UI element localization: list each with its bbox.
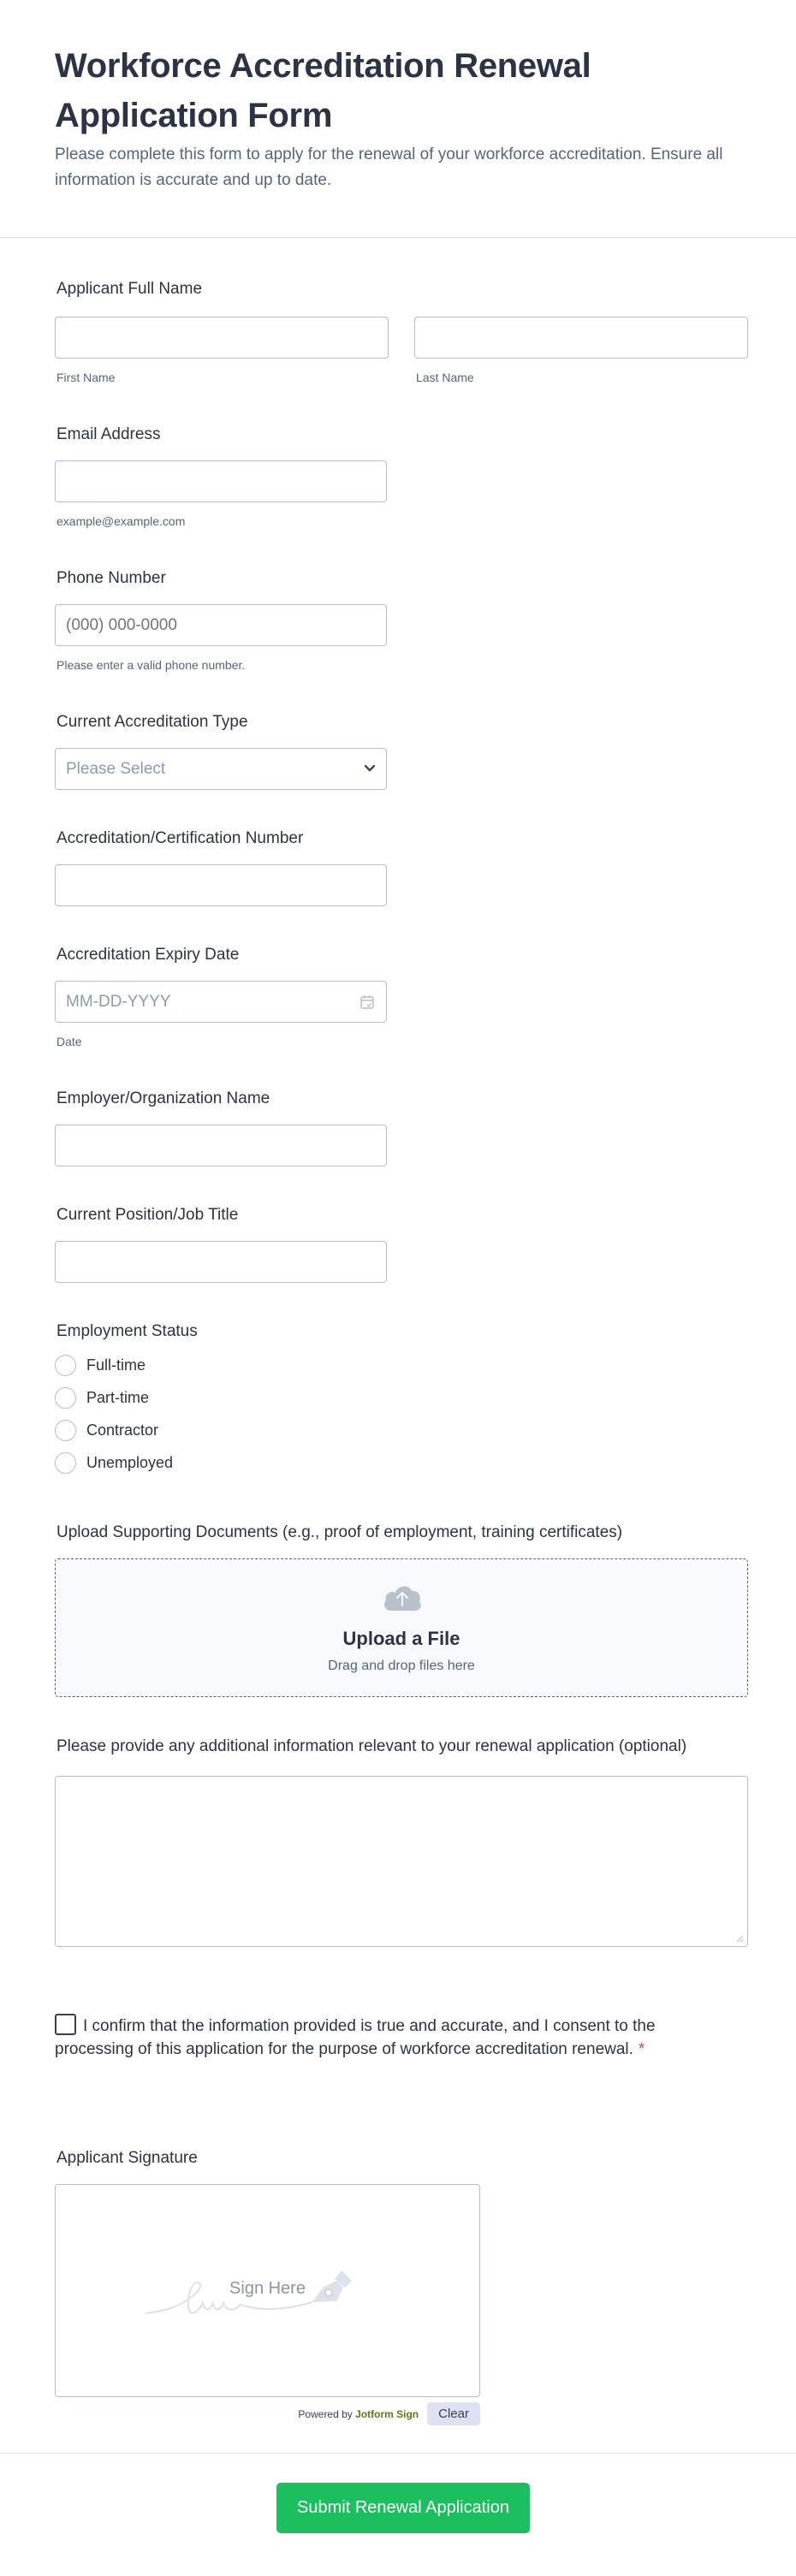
signature-footer (55, 2402, 480, 2425)
email-input[interactable] (55, 460, 387, 502)
last-name-input[interactable] (414, 317, 748, 359)
employment-status-label: Employment Status (56, 1322, 198, 1340)
radio-circle[interactable] (55, 1387, 76, 1409)
cert-number-label: Accreditation/Certification Number (56, 829, 304, 847)
expiry-date-input[interactable] (55, 981, 387, 1023)
employment-status-radio-group (55, 1349, 387, 1479)
cert-number-input[interactable] (55, 864, 387, 906)
email-field (55, 424, 387, 529)
signature-label: Applicant Signature (56, 2149, 198, 2167)
phone-field (55, 568, 387, 673)
consent-text: I confirm that the information provided is true and accurate, and I consent to the processing of this application for the purpose of workforce accreditation renewal. (55, 2017, 656, 2058)
additional-info-textarea[interactable] (55, 1776, 748, 1947)
expiry-date-placeholder: MM-DD-YYYY (66, 993, 171, 1011)
position-field (55, 1205, 387, 1283)
signature-pad[interactable] (55, 2184, 480, 2397)
phone-label: Phone Number (56, 569, 166, 587)
accreditation-type-select[interactable] (55, 748, 387, 790)
consent-checkbox[interactable] (55, 2014, 76, 2035)
expiry-date-field (55, 945, 387, 1049)
full-name-label: Applicant Full Name (56, 280, 203, 298)
radio-label: Part-time (86, 1388, 150, 1406)
radio-option-contractor[interactable] (55, 1414, 387, 1446)
cert-number-field (55, 828, 387, 906)
radio-circle[interactable] (55, 1420, 76, 1441)
employment-status-field (55, 1321, 387, 1479)
calendar-icon[interactable] (359, 994, 375, 1010)
clear-signature-button[interactable]: Clear (427, 2402, 480, 2425)
upload-field (55, 1522, 748, 1697)
accreditation-type-field (55, 712, 387, 790)
radio-label: Contractor (86, 1421, 159, 1439)
email-label: Email Address (56, 425, 161, 443)
cloud-upload-icon (381, 1582, 424, 1612)
submit-button[interactable]: Submit Renewal Application (276, 2483, 530, 2533)
additional-info-label: Please provide any additional information relevant to your renewal application (optional) (56, 1737, 687, 1755)
radio-circle[interactable] (55, 1355, 76, 1376)
first-name-input[interactable] (55, 317, 389, 359)
chevron-down-icon (364, 764, 376, 773)
employer-field (55, 1089, 387, 1166)
accreditation-type-selected: Please Select (66, 760, 166, 778)
employer-label: Employer/Organization Name (56, 1089, 270, 1107)
footer-divider (0, 2453, 796, 2454)
phone-input[interactable] (55, 604, 387, 646)
jotform-sign-link[interactable]: Jotform Sign (355, 2407, 419, 2420)
last-name-sublabel: Last Name (416, 371, 474, 384)
expiry-date-sublabel: Date (56, 1035, 82, 1048)
radio-label: Unemployed (86, 1453, 174, 1471)
radio-option-unemployed[interactable] (55, 1446, 387, 1479)
position-label: Current Position/Job Title (56, 1206, 239, 1224)
employer-input[interactable] (55, 1125, 387, 1166)
sign-here-placeholder: Sign Here (229, 2279, 306, 2298)
position-input[interactable] (55, 1241, 387, 1283)
powered-by-text (298, 2408, 419, 2420)
first-name-sublabel: First Name (56, 371, 116, 384)
page-title: Workforce Accreditation Renewal Application Form (55, 47, 591, 134)
powered-prefix: Powered by (298, 2407, 353, 2420)
expiry-date-label: Accreditation Expiry Date (56, 946, 240, 964)
email-sublabel: example@example.com (56, 514, 186, 528)
form-description: Please complete this form to apply for the renewal of your workforce accreditation. Ensure all information is accurate and up to date. (55, 145, 723, 189)
additional-info-field (55, 1736, 748, 1947)
radio-circle[interactable] (55, 1452, 76, 1474)
file-upload-dropzone[interactable] (55, 1558, 748, 1697)
consent-field (55, 2014, 688, 2061)
radio-label: Full-time (86, 1356, 146, 1374)
radio-option-full-time[interactable] (55, 1349, 387, 1381)
form-header (55, 41, 757, 193)
full-name-field (55, 279, 748, 385)
phone-sublabel: Please enter a valid phone number. (56, 658, 246, 672)
upload-subtitle: Drag and drop files here (328, 1659, 475, 1673)
accreditation-type-label: Current Accreditation Type (56, 713, 248, 731)
consent-row (55, 2014, 688, 2061)
resize-handle-icon[interactable] (736, 1935, 744, 1943)
upload-title: Upload a File (342, 1628, 460, 1649)
required-asterisk: * (638, 2040, 645, 2058)
upload-label: Upload Supporting Documents (e.g., proof of employment, training certificates) (56, 1523, 623, 1541)
radio-option-part-time[interactable] (55, 1381, 387, 1414)
signature-field (55, 2148, 480, 2425)
header-divider (0, 237, 796, 238)
